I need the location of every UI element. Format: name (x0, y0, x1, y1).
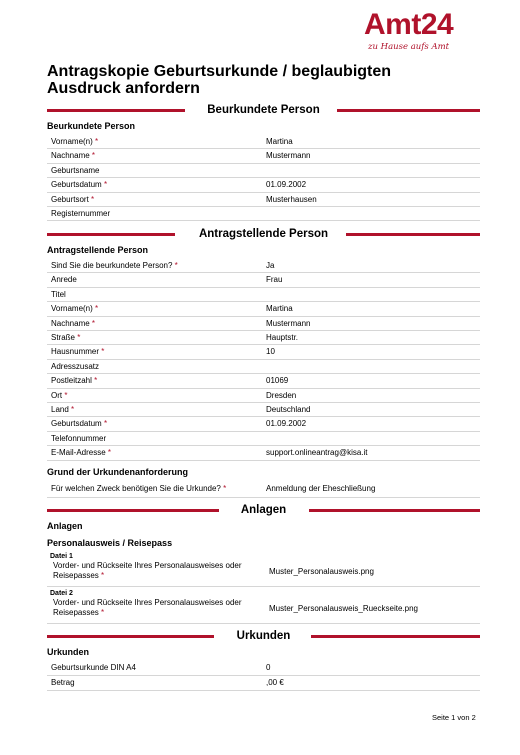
row-value: support.onlineantrag@kisa.it (266, 448, 368, 458)
row-label: Registernummer (51, 209, 111, 218)
subsubhead-ausweis: Personalausweis / Reisepass (47, 538, 173, 548)
row-value: 0 (266, 663, 271, 672)
table-row (47, 360, 480, 374)
table-row (47, 273, 480, 287)
table-row (47, 661, 480, 676)
row-label: Betrag (51, 678, 75, 687)
row-label: Geburtsdatum * (51, 180, 108, 190)
subhead-grund: Grund der Urkundenanforderung (47, 467, 189, 477)
row-label: Anrede (51, 275, 77, 285)
row-value: Deutschland (266, 405, 311, 414)
row-label: Postleitzahl * (51, 376, 98, 386)
table-row (47, 345, 480, 359)
table-row (47, 317, 480, 331)
required-marker: * (64, 390, 68, 400)
row-value: 10 (266, 347, 275, 357)
subhead-beurkundete: Beurkundete Person (47, 121, 136, 131)
required-marker: * (71, 405, 75, 414)
table-row (47, 288, 480, 302)
row-file-2 (47, 598, 480, 624)
row-label: Nachname * (51, 318, 96, 328)
table-row (47, 374, 480, 388)
row-label: Geburtsname (51, 165, 100, 175)
table-row (47, 164, 480, 178)
required-marker: * (107, 448, 112, 458)
row-label: Vorder- und Rückseite Ihres Personalausweises oder Reisepasses * (53, 598, 242, 617)
row-label: Straße * (51, 333, 81, 342)
required-marker: * (174, 261, 178, 270)
row-grund (47, 482, 480, 498)
row-label: Adresszusatz (51, 361, 100, 371)
file-title-2: Datei 2 (50, 590, 73, 597)
row-value: Frau (266, 275, 283, 285)
row-value: Musterhausen (266, 194, 317, 204)
table-row (47, 331, 480, 345)
row-label: Vorder- und Rückseite Ihres Personalausweises oder Reisepasses * (53, 561, 242, 580)
required-marker: * (77, 333, 81, 342)
row-label: Telefonnummer (51, 433, 107, 443)
table-row (47, 259, 480, 273)
subhead-antragstellende: Antragstellende Person (47, 245, 149, 255)
row-label: Geburtsort * (51, 194, 95, 204)
section-header-anlagen (47, 502, 480, 518)
row-value: Dresden (266, 390, 297, 400)
required-marker: * (101, 347, 105, 357)
table-row (47, 207, 480, 221)
row-label: Vorname(n) * (51, 304, 99, 314)
required-marker: * (103, 180, 108, 190)
document-title: Antragskopie Geburtsurkunde / beglaubigten Ausdruck anfordern (47, 63, 392, 97)
section-title: Antragstellende Person (192, 228, 335, 240)
row-label: Titel (51, 289, 66, 299)
table-row (47, 417, 480, 431)
required-marker: * (103, 419, 108, 429)
table-row (47, 403, 480, 417)
row-label: Sind Sie die beurkundete Person? * (51, 261, 178, 270)
row-label: Land * (51, 405, 75, 414)
section-title: Anlagen (234, 504, 293, 516)
row-value: Muster_Personalausweis_Rueckseite.png (269, 604, 418, 613)
row-value: Anmeldung der Eheschließung (266, 484, 376, 493)
amt24-logo (360, 8, 470, 56)
row-label: Hausnummer * (51, 347, 105, 357)
subhead-urkunden: Urkunden (47, 647, 90, 657)
row-label: E-Mail-Adresse * (51, 448, 112, 458)
row-value: Mustermann (266, 151, 311, 161)
logo-wordmark: Amt24 (364, 8, 454, 41)
subhead-anlagen: Anlagen (47, 521, 83, 531)
table-row (47, 135, 480, 149)
section-header-beurkundete (47, 102, 480, 118)
row-file-1 (47, 561, 480, 587)
row-label: Geburtsurkunde DIN A4 (51, 663, 136, 672)
row-value: Martina (266, 137, 293, 146)
row-value: Hauptstr. (266, 333, 299, 342)
section-header-urkunden (47, 628, 480, 644)
row-label: Vorname(n) * (51, 137, 99, 146)
table-row (47, 193, 480, 207)
row-label: Nachname * (51, 151, 96, 161)
table-row (47, 178, 480, 192)
row-value: 01.09.2002 (266, 419, 307, 429)
table-row (47, 432, 480, 446)
row-label: Ort * (51, 390, 68, 400)
required-marker: * (91, 151, 96, 161)
required-marker: * (95, 304, 99, 314)
required-marker: * (95, 137, 99, 146)
section-title: Beurkundete Person (200, 104, 326, 116)
table-row (47, 149, 480, 163)
section-title: Urkunden (230, 630, 298, 642)
section-header-antragstellende (47, 226, 480, 242)
required-marker: * (91, 194, 95, 204)
row-label: Geburtsdatum * (51, 419, 108, 429)
table-row (47, 389, 480, 403)
row-value: Martina (266, 304, 293, 314)
page-number: Seite 1 von 2 (432, 713, 476, 722)
row-value: ,00 € (266, 678, 284, 687)
table-row (47, 676, 480, 691)
row-label: Für welchen Zweck benötigen Sie die Urkunde? * (51, 484, 227, 493)
required-marker: * (94, 376, 98, 386)
table-row (47, 302, 480, 316)
row-value: 01069 (266, 376, 289, 386)
file-title-1: Datei 1 (50, 553, 73, 560)
required-marker: * (91, 318, 96, 328)
row-value: Muster_Personalausweis.png (269, 567, 374, 576)
row-value: Mustermann (266, 318, 311, 328)
row-value: 01.09.2002 (266, 180, 307, 190)
table-row (47, 446, 480, 460)
row-value: Ja (266, 261, 275, 270)
logo-slogan: zu Hause aufs Amt (368, 42, 450, 52)
